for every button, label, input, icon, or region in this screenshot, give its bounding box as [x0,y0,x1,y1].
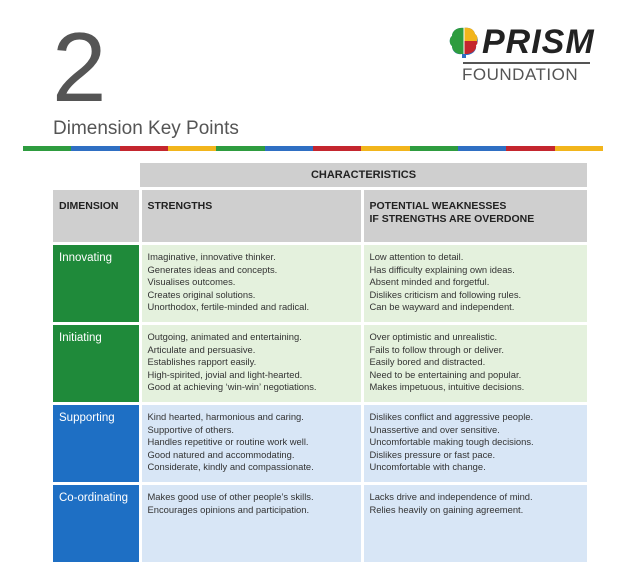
strengths-item: Good at achieving ‘win-win’ negotiations. [148,381,355,394]
table-row [53,484,587,562]
strengths-header: STRENGTHS [140,189,362,244]
strengths-item: Establishes rapport easily. [148,356,355,369]
weaknesses-item: Dislikes conflict and aggressive people. [370,411,582,424]
weaknesses-cell [362,324,587,404]
weaknesses-item: Easily bored and distracted. [370,356,582,369]
strengths-cell [140,244,362,324]
weaknesses-item: Need to be entertaining and popular. [370,369,582,382]
strengths-item: Generates ideas and concepts. [148,264,355,277]
strengths-item: High-spirited, jovial and light-hearted. [148,369,355,382]
stripe-segment [265,146,313,151]
logo-divider [463,62,590,64]
section-subtitle: Dimension Key Points [53,118,239,140]
dimension-table [53,163,587,562]
stripe-segment [410,146,458,151]
weaknesses-item: Unassertive and over sensitive. [370,424,582,437]
weaknesses-header [362,189,587,244]
table-row [53,244,587,324]
strengths-cell [140,484,362,562]
strengths-item: Outgoing, animated and entertaining. [148,331,355,344]
strengths-item: Considerate, kindly and compassionate. [148,461,355,474]
weaknesses-item: Uncomfortable making tough decisions. [370,436,582,449]
weaknesses-header-line-2: IF STRENGTHS ARE OVERDONE [370,213,582,226]
stripe-segment [458,146,506,151]
weaknesses-header-line-1: POTENTIAL WEAKNESSES [370,200,582,213]
strengths-item: Unorthodox, fertile-minded and radical. [148,301,355,314]
logo-wordmark: PRISM [482,23,595,62]
weaknesses-cell [362,244,587,324]
dimension-cell: Supporting [53,404,140,484]
stripe-segment [506,146,554,151]
strengths-item: Articulate and persuasive. [148,344,355,357]
weaknesses-item: Dislikes pressure or fast pace. [370,449,582,462]
dimension-cell: Co-ordinating [53,484,140,562]
weaknesses-cell [362,404,587,484]
brain-icon [448,25,480,59]
stripe-segment [313,146,361,151]
strengths-item: Kind hearted, harmonious and caring. [148,411,355,424]
strengths-cell [140,324,362,404]
stripe-segment [71,146,119,151]
weaknesses-item: Relies heavily on gaining agreement. [370,504,582,517]
strengths-item: Supportive of others. [148,424,355,437]
table-row [53,324,587,404]
strengths-item: Visualises outcomes. [148,276,355,289]
stripe-segment [23,146,71,151]
dimension-cell: Initiating [53,324,140,404]
strengths-item: Makes good use of other people’s skills. [148,491,355,504]
prism-logo [446,24,594,86]
weaknesses-cell [362,484,587,562]
dimension-header: DIMENSION [53,189,140,244]
characteristics-header: CHARACTERISTICS [140,163,587,189]
header-blank [53,163,140,189]
strengths-item: Good natured and accommodating. [148,449,355,462]
weaknesses-item: Lacks drive and independence of mind. [370,491,582,504]
stripe-segment [361,146,409,151]
weaknesses-item: Over optimistic and unrealistic. [370,331,582,344]
dimension-cell: Innovating [53,244,140,324]
weaknesses-item: Absent minded and forgetful. [370,276,582,289]
strengths-cell [140,404,362,484]
weaknesses-item: Low attention to detail. [370,251,582,264]
weaknesses-item: Makes impetuous, intuitive decisions. [370,381,582,394]
strengths-item: Imaginative, innovative thinker. [148,251,355,264]
weaknesses-item: Dislikes criticism and following rules. [370,289,582,302]
table-body [53,244,587,562]
weaknesses-item: Uncomfortable with change. [370,461,582,474]
stripe-segment [120,146,168,151]
logo-subtitle: FOUNDATION [462,65,578,85]
stripe-segment [216,146,264,151]
weaknesses-item: Can be wayward and independent. [370,301,582,314]
stripe-segment [555,146,603,151]
weaknesses-item: Has difficulty explaining own ideas. [370,264,582,277]
stripe-segment [168,146,216,151]
strengths-item: Handles repetitive or routine work well. [148,436,355,449]
strengths-item: Encourages opinions and participation. [148,504,355,517]
color-stripe [23,146,603,151]
weaknesses-item: Fails to follow through or deliver. [370,344,582,357]
table-row [53,404,587,484]
strengths-item: Creates original solutions. [148,289,355,302]
section-number: 2 [52,18,107,116]
